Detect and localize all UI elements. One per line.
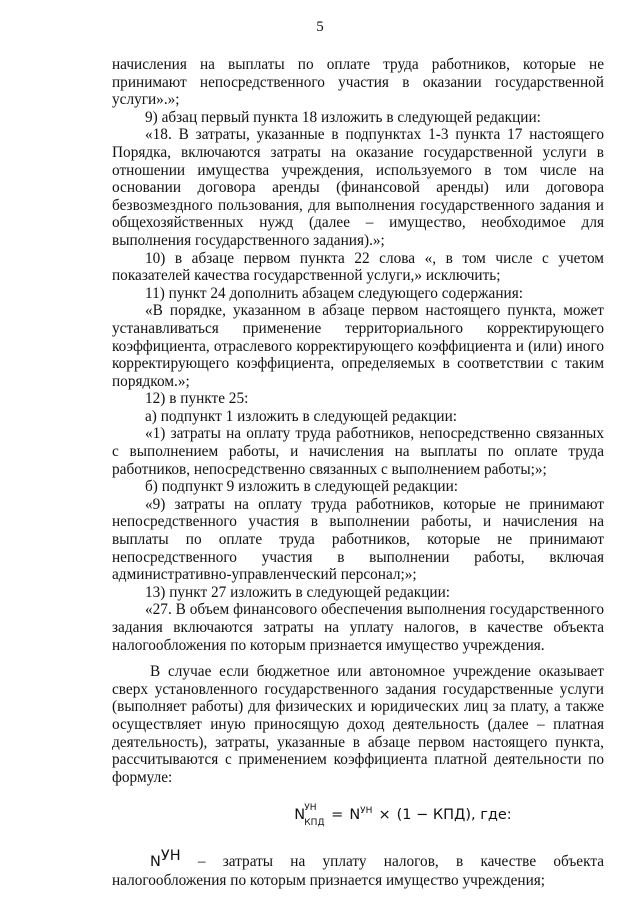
paragraph-quote-24: «В порядке, указанном в абзаце первом настоящего пункта, может устанавливаться применение территориального корректирующего коэффициента, отраслевого корректирующего коэффициента и (или) иного корректирующего коэффициента, определяемых в соответствии с таким порядком.»; xyxy=(112,302,604,390)
formula-rhs-sup: УН xyxy=(360,806,373,817)
paragraph-quote-1: «1) затраты на оплату труда работников, непосредственно связанных с выполнением работы, и начисления на выплаты по оплате труда работников, непосредственно связанных с выполнением работы;»; xyxy=(112,425,604,478)
formula-times: × xyxy=(378,807,391,824)
paragraph-item-12: 12) в пункте 25: xyxy=(145,390,249,408)
formula-lhs xyxy=(294,803,325,829)
formula-lhs-sup: УН xyxy=(304,803,317,814)
paragraph-item-10: 10) в абзаце первом пункта 22 слова «, в том числе с учетом показателей качества государственной услуги,» исключить; xyxy=(112,249,604,285)
definition-text: – затраты на уплату налогов, в качестве объекта налогообложения по которым признается имущество учреждения; xyxy=(112,853,604,890)
paragraph-subitem-a: а) подпункт 1 изложить в следующей редакции: xyxy=(145,407,458,425)
formula-lhs-sub: КПД xyxy=(304,818,325,829)
definition-symbol-sup: УН xyxy=(160,848,181,865)
paragraph-item-13: 13) пункт 27 изложить в следующей редакции: xyxy=(145,583,451,601)
paragraph-definition xyxy=(112,848,604,889)
paragraph-continuation: начисления на выплаты по оплате труда работников, которые не принимают непосредственного участия в оказании государственной услуги».»; xyxy=(112,56,604,109)
page-number: 5 xyxy=(316,19,324,35)
paragraph-item-11: 11) пункт 24 дополнить абзацем следующего содержания: xyxy=(145,284,524,302)
paragraph-quote-9: «9) затраты на оплату труда работников, которые не принимают непосредственного участия в выполнении работы, и начисления на выплаты по оплате труда работников, которые не принимают непосредственного участия в выполнении работы, включая административно-управленческий персонал;»; xyxy=(112,495,604,584)
definition-symbol: N xyxy=(150,854,161,871)
formula-paren-expr: (1 − КПД), где: xyxy=(396,807,512,824)
paragraph-quote-18: «18. В затраты, указанные в подпунктах 1-3 пункта 17 настоящего Порядка, включаются затраты на оказание государственной услуги в отношении имущества учреждения, используемого в том числе на основании договора аренды (финансовой аренды) или договора безвозмездного пользования, для выполнения государственного задания и общехозяйственных нужд (далее – имущество, необходимое для выполнения государственного задания).»; xyxy=(112,126,604,249)
paragraph-item-9: 9) абзац первый пункта 18 изложить в следующей редакции: xyxy=(145,108,541,126)
formula-lhs-base: N xyxy=(294,807,306,824)
formula xyxy=(112,803,604,829)
formula-rhs-base: N xyxy=(349,807,361,824)
formula-equals: = xyxy=(331,807,344,824)
paragraph-quote-27: «27. В объем финансового обеспечения выполнения государственного задания включаются затраты на уплату налогов, в качестве объекта налогообложения по которым признается имущество учреждения. xyxy=(112,601,604,654)
paragraph-subitem-b: б) подпункт 9 изложить в следующей редакции: xyxy=(145,478,459,496)
paragraph-paid-activity: В случае если бюджетное или автономное учреждение оказывает сверх установленного государственного задания государственные услуги (выполняет работы) для физических и юридических лиц за плату, а также осуществляет иную приносящую доход деятельность (далее – платная деятельность), затраты, указанные в абзаце первом настоящего пункта, рассчитываются с применением коэффициента платной деятельности по формуле: xyxy=(112,663,604,786)
document-body xyxy=(112,56,604,890)
